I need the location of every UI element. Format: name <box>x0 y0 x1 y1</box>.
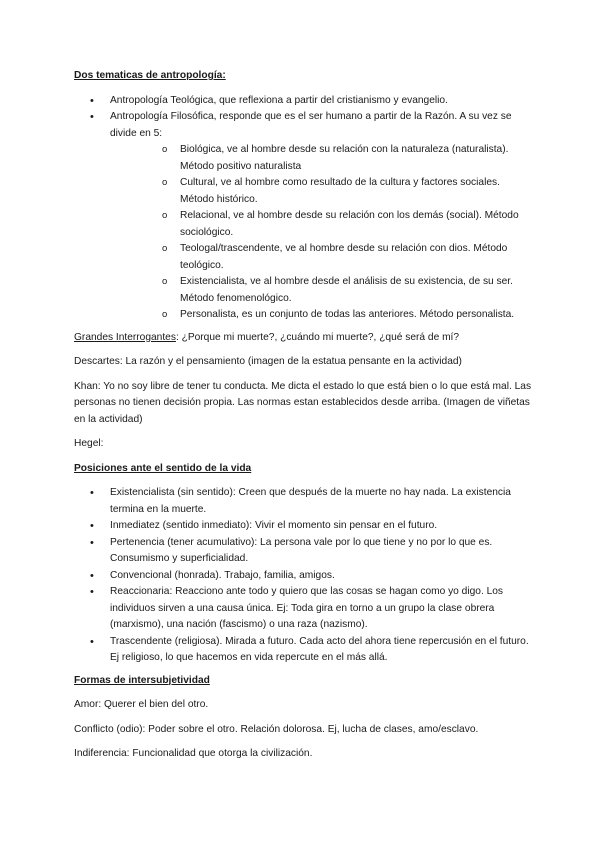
khan-paragraph: Khan: Yo no soy libre de tener tu conducta. Me dicta el estado lo que está bien o lo que está mal. Las personas no tienen decisión propia. Las normas estan establecidos desde arriba. (Imagen de viñetas en la actividad) <box>74 380 532 425</box>
subdivision-list <box>110 142 534 324</box>
tematicas-list <box>74 93 534 324</box>
hegel-paragraph: Hegel: <box>74 438 104 449</box>
list-item: • Trascendente (religiosa). Mirada a futuro. Cada acto del ahora tiene repercusión en el futuro. Ej religioso, lo que hacemos en vida repercute en el más allá. <box>74 634 534 667</box>
sub-list-item: o Existencialista, ve al hombre desde el análisis de su existencia, de su ser. Método fenomenológico. <box>144 274 534 307</box>
amor-paragraph: Amor: Querer el bien del otro. <box>74 699 209 710</box>
posiciones-list <box>74 485 534 667</box>
section-title-intersubjetividad: Formas de intersubjetividad <box>74 674 210 686</box>
sub-list-item: o Cultural, ve al hombre como resultado de la cultura y factores sociales. Método histórico. <box>144 175 534 208</box>
list-item: • Convencional (honrada). Trabajo, familia, amigos. <box>74 568 534 585</box>
document-page <box>74 68 534 771</box>
list-item: • Existencialista (sin sentido): Creen que después de la muerte no hay nada. La existencia termina en la muerte. <box>74 485 534 518</box>
list-item <box>74 109 534 324</box>
sub-list-item: o Personalista, es un conjunto de todas las anteriores. Método personalista. <box>144 307 534 324</box>
conflicto-paragraph: Conflicto (odio): Poder sobre el otro. Relación dolorosa. Ej, lucha de clases, amo/esclavo. <box>74 723 479 735</box>
sub-list-item: o Teologal/trascendente, ve al hombre desde su relación con dios. Método teológico. <box>144 241 534 274</box>
grandes-interrogantes-paragraph <box>74 330 534 347</box>
section-title-posiciones: Posiciones ante el sentido de la vida <box>74 462 252 474</box>
sub-list-item: o Biológica, ve al hombre desde su relación con la naturaleza (naturalista). Método positivo naturalista <box>144 142 534 175</box>
grandes-interrogantes-label: Grandes Interrogantes <box>74 331 176 343</box>
list-item: • Pertenencia (tener acumulativo): La persona vale por lo que tiene y no por lo que es. Consumismo y superficialidad. <box>74 535 534 568</box>
list-item-text: Antropología Filosófica, responde que es el ser humano a partir de la Razón. A su vez se divide en 5: <box>110 111 512 139</box>
list-item: • Antropología Teológica, que reflexiona a partir del cristianismo y evangelio. <box>74 93 534 110</box>
descartes-paragraph: Descartes: La razón y el pensamiento (imagen de la estatua pensante en la actividad) <box>74 356 462 367</box>
list-item: • Inmediatez (sentido inmediato): Vivir el momento sin pensar en el futuro. <box>74 518 534 535</box>
indiferencia-paragraph: Indiferencia: Funcionalidad que otorga la civilización. <box>74 748 313 759</box>
section-title-tematicas: Dos tematicas de antropología: <box>74 70 226 81</box>
grandes-interrogantes-text: : ¿Porque mi muerte?, ¿cuándo mi muerte?, ¿qué será de mí? <box>175 331 460 343</box>
sub-list-item: o Relacional, ve al hombre desde su relación con los demás (social). Método sociológico. <box>144 208 534 241</box>
list-item: • Reaccionaria: Reacciono ante todo y quiero que las cosas se hagan como yo digo. Los individuos sirven a una causa única. Ej: Toda gira en torno a un grupo la clase obrera (marxismo), una nación (fascismo) o una raza (nazismo). <box>74 584 534 634</box>
